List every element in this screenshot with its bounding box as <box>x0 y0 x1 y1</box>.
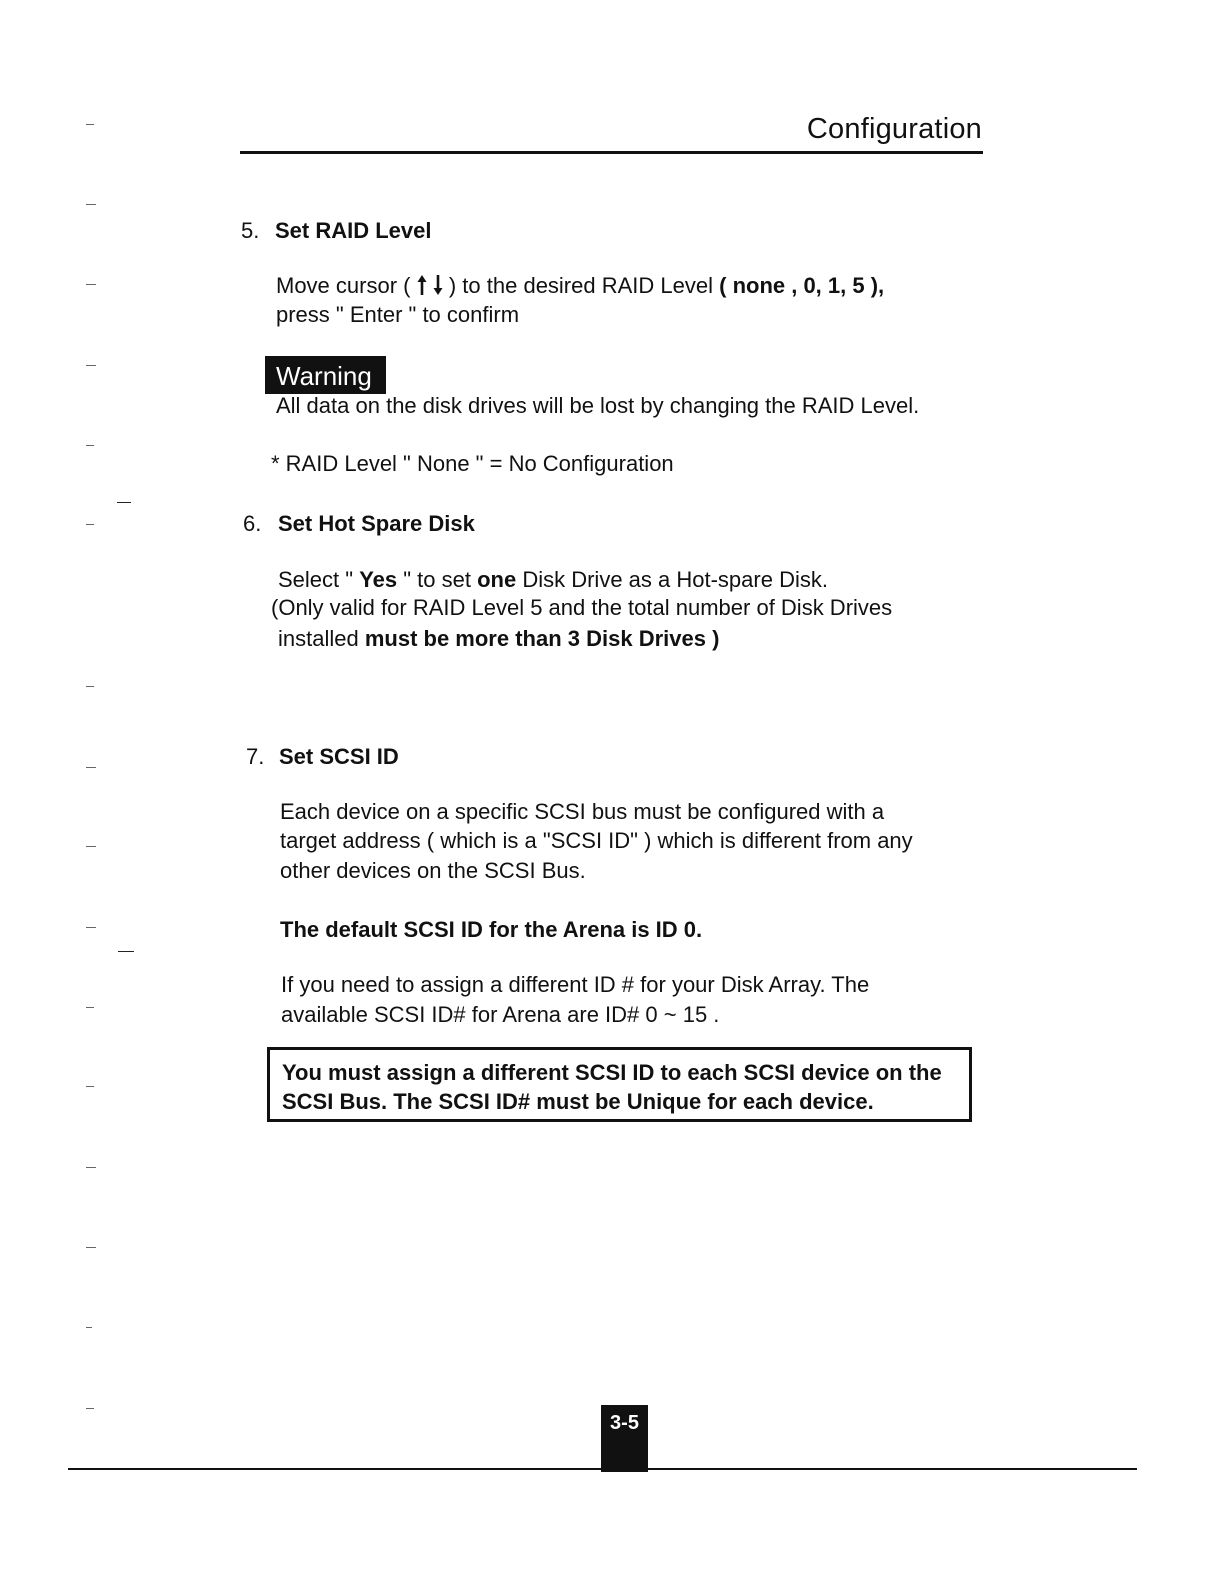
scan-mark <box>86 1007 94 1008</box>
section-5-number: 5. <box>241 218 260 243</box>
scan-mark <box>86 927 96 928</box>
scsi-unique-id-notice <box>267 1047 972 1122</box>
scan-mark <box>86 767 96 768</box>
scan-mark <box>86 524 94 525</box>
section-5-title: Set RAID Level <box>275 218 432 243</box>
raid-instruction-line-1 <box>276 271 884 301</box>
warning-text: All data on the disk drives will be lost by changing the RAID Level. <box>276 393 920 418</box>
raid-instruction-line-2: press " Enter " to confirm <box>276 302 520 327</box>
section-6-title: Set Hot Spare Disk <box>278 511 475 536</box>
raid-instruction-prefix: Move cursor ( <box>276 273 411 298</box>
notice-line-1: You must assign a different SCSI ID to each SCSI device on the <box>282 1060 942 1085</box>
hotspare-line-1 <box>278 565 828 595</box>
scsi-para-2-line-2: available SCSI ID# for Arena are ID# 0 ~ 15 . <box>281 1002 720 1027</box>
scan-mark <box>86 846 96 847</box>
up-arrow-icon <box>417 274 427 296</box>
scsi-para-1-line-1: Each device on a specific SCSI bus must be configured with a <box>280 799 885 824</box>
raid-levels: ( none , 0, 1, 5 ), <box>719 273 885 298</box>
scan-mark <box>86 1408 94 1409</box>
hotspare-l1-yes: Yes <box>359 567 398 592</box>
section-7-title: Set SCSI ID <box>279 744 399 769</box>
hotspare-l3-b: must be more than 3 Disk Drives ) <box>364 626 720 651</box>
page-number: 3-5 <box>610 1412 639 1434</box>
hotspare-line-3 <box>278 624 719 654</box>
scan-mark <box>86 124 94 125</box>
scan-mark <box>86 365 96 366</box>
raid-none-note: * RAID Level " None " = No Configuration <box>271 451 674 476</box>
hotspare-l1-e: Disk Drive as a Hot-spare Disk. <box>516 567 828 592</box>
page-number-tab <box>601 1405 648 1472</box>
hotspare-l1-a: Select " <box>278 567 360 592</box>
down-arrow-icon <box>433 274 443 296</box>
scan-mark <box>86 1247 96 1248</box>
hotspare-line-2: (Only valid for RAID Level 5 and the total number of Disk Drives <box>271 595 893 620</box>
header-divider <box>240 151 983 154</box>
section-7-number: 7. <box>246 744 265 769</box>
notice-line-2: SCSI Bus. The SCSI ID# must be Unique for each device. <box>282 1089 874 1114</box>
scan-mark <box>86 686 94 687</box>
hotspare-l1-one: one <box>477 567 517 592</box>
scsi-para-2-line-1: If you need to assign a different ID # for your Disk Array. The <box>281 972 870 997</box>
scan-mark <box>86 1167 96 1168</box>
scan-mark <box>86 1327 92 1328</box>
hotspare-l3-a: installed <box>278 626 365 651</box>
page-header-title: Configuration <box>806 113 982 145</box>
scan-mark <box>86 204 96 205</box>
scsi-para-1-line-2: target address ( which is a "SCSI ID" ) which is different from any <box>280 828 913 853</box>
hotspare-l1-c: " to set <box>397 567 478 592</box>
scan-mark <box>86 1086 94 1087</box>
scan-mark <box>86 445 94 446</box>
scan-mark <box>118 951 134 952</box>
section-6-number: 6. <box>243 511 262 536</box>
scsi-default-id: The default SCSI ID for the Arena is ID 0. <box>280 917 703 942</box>
scan-mark <box>117 502 131 503</box>
warning-label: Warning <box>265 356 386 394</box>
scsi-para-1-line-3: other devices on the SCSI Bus. <box>280 858 586 883</box>
scan-mark <box>86 284 96 285</box>
raid-instruction-mid: ) to the desired RAID Level <box>448 273 713 298</box>
